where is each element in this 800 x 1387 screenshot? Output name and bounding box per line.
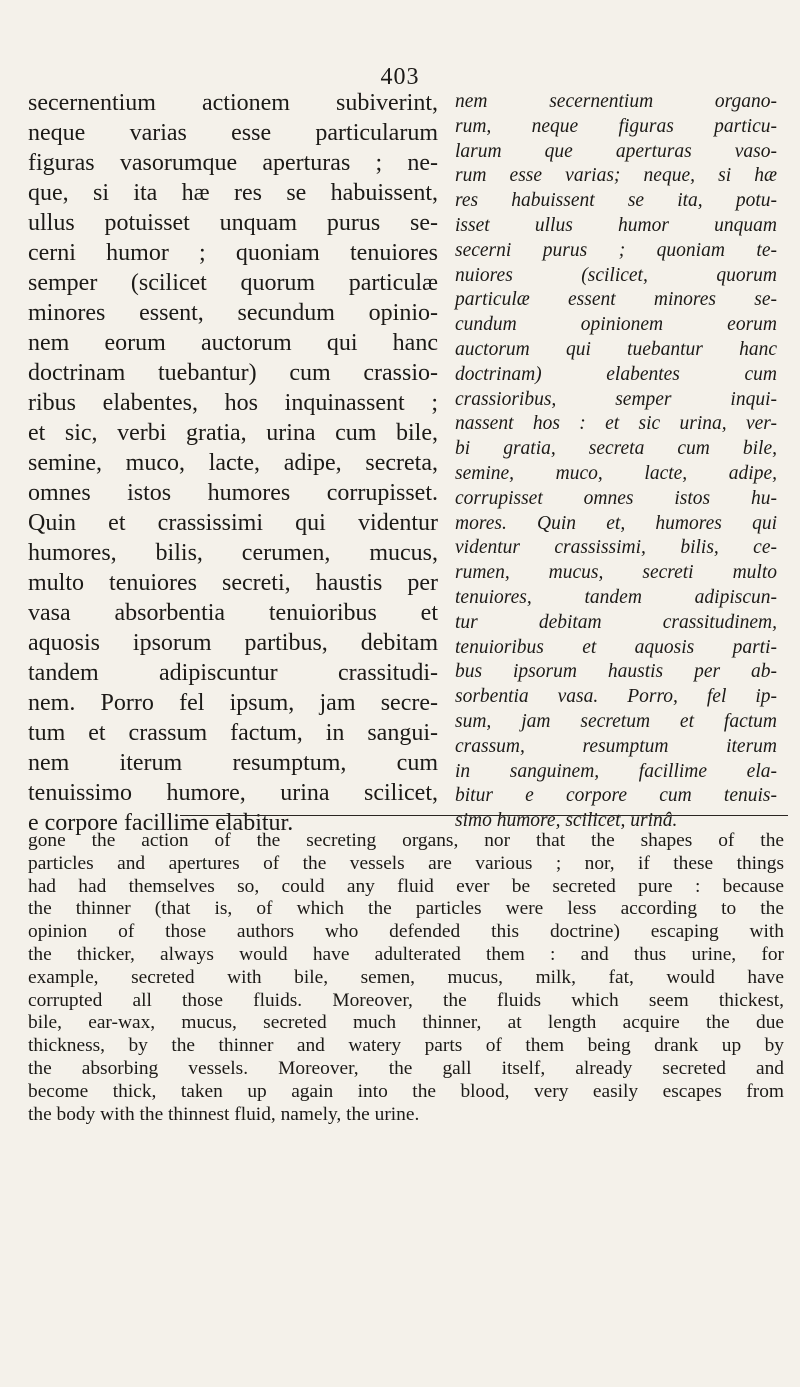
latin-left-line: semper (scilicet quorum particulæ (28, 270, 438, 296)
latin-left-line: omnes istos humores corrupisset. (28, 480, 438, 506)
latin-right-line: mores. Quin et, humores qui (455, 512, 777, 534)
translation-line: the thinner (that is, of which the particles were less according to the (28, 898, 784, 920)
latin-right-line: semine, muco, lacte, adipe, (455, 462, 777, 484)
latin-left-line: vasa absorbentia tenuioribus et (28, 600, 438, 626)
latin-right-line: videntur crassissimi, bilis, ce- (455, 537, 777, 559)
latin-right-line: particulæ essent minores se- (455, 289, 777, 311)
translation-line: example, secreted with bile, semen, mucus, milk, fat, would have (28, 966, 784, 988)
latin-left-line: nem. Porro fel ipsum, jam secre- (28, 690, 438, 716)
translation-line: opinion of those authors who defended this doctrine) escaping with (28, 921, 784, 943)
latin-right-line: cundum opinionem eorum (455, 314, 777, 336)
latin-right-line: isset ullus humor unquam (455, 214, 777, 236)
translation-line: particles and apertures of the vessels are various ; nor, if these things (28, 852, 784, 874)
latin-left-line: semine, muco, lacte, adipe, secreta, (28, 450, 438, 476)
latin-right-line: sorbentia vasa. Porro, fel ip- (455, 686, 777, 708)
latin-right-line: nuiores (scilicet, quorum (455, 264, 777, 286)
latin-right-line: bus ipsorum haustis per ab- (455, 661, 777, 683)
latin-left-line: nem eorum auctorum qui hanc (28, 330, 438, 356)
latin-left-line: doctrinam tuebantur) cum crassio- (28, 360, 438, 386)
page-number: 403 (380, 64, 420, 90)
latin-left-line: Quin et crassissimi qui videntur (28, 510, 438, 536)
latin-right-line: auctorum qui tuebantur hanc (455, 338, 777, 360)
translation-line: gone the action of the secreting organs, nor that the shapes of the (28, 830, 784, 851)
latin-right-line: in sanguinem, facillime ela- (455, 760, 777, 782)
latin-left-line: figuras vasorumque aperturas ; ne- (28, 150, 438, 176)
latin-left-line: neque varias esse particularum (28, 120, 438, 146)
latin-left-line: que, si ita hæ res se habuissent, (28, 180, 438, 206)
latin-column-left (28, 88, 438, 838)
latin-left-line: humores, bilis, cerumen, mucus, (28, 540, 438, 566)
latin-right-line: rum, neque figuras particu- (455, 115, 777, 137)
latin-right-line: secerni purus ; quoniam te- (455, 239, 777, 261)
translation-line: thickness, by the thinner and watery parts of them being drank up by (28, 1035, 784, 1057)
latin-left-line: ullus potuisset unquam purus se- (28, 210, 438, 236)
latin-right-line: nassent hos : et sic urina, ver- (455, 413, 777, 435)
translation-line: the body with the thinnest fluid, namely, the urine. (28, 1103, 420, 1125)
section-divider (180, 815, 788, 816)
translation-line: the thicker, always would have adulterated them : and thus urine, for (28, 943, 784, 965)
latin-left-line: secernentium actionem subiverint, (28, 90, 438, 116)
latin-left-line: et sic, verbi gratia, urina cum bile, (28, 420, 438, 446)
latin-right-line: simo humore, scilicet, urinâ. (455, 810, 678, 832)
translation-line: the absorbing vessels. Moreover, the gall itself, already secreted and (28, 1057, 784, 1079)
latin-right-line: larum que aperturas vaso- (455, 140, 777, 162)
latin-right-line: corrupisset omnes istos hu- (455, 487, 777, 509)
translation-line: become thick, taken up again into the blood, very easily escapes from (28, 1080, 784, 1102)
latin-left-line: aquosis ipsorum partibus, debitam (28, 630, 438, 656)
latin-left-line: tum et crassum factum, in sangui- (28, 720, 438, 746)
latin-right-line: sum, jam secretum et factum (455, 710, 777, 732)
latin-right-line: bitur e corpore cum tenuis- (455, 785, 777, 807)
translation-line: bile, ear-wax, mucus, secreted much thinner, at length acquire the due (28, 1012, 784, 1034)
latin-right-line: crassioribus, semper inqui- (455, 388, 777, 410)
latin-right-line: rumen, mucus, secreti multo (455, 562, 777, 584)
latin-right-line: tenuioribus et aquosis parti- (455, 636, 777, 658)
latin-left-line: minores essent, secundum opinio- (28, 300, 438, 326)
latin-right-line: rum esse varias; neque, si hæ (455, 165, 777, 187)
latin-right-line: tur debitam crassitudinem, (455, 611, 777, 633)
latin-left-line: ribus elabentes, hos inquinassent ; (28, 390, 438, 416)
translation-line: had had themselves so, could any fluid ever be secreted pure : because (28, 875, 784, 897)
latin-column-right (455, 90, 777, 834)
english-translation (28, 830, 784, 1126)
latin-left-line: multo tenuiores secreti, haustis per (28, 570, 438, 596)
latin-left-line: e corpore facillime elabitur. (28, 810, 294, 836)
latin-right-line: doctrinam) elabentes cum (455, 363, 777, 385)
latin-left-line: cerni humor ; quoniam tenuiores (28, 240, 438, 266)
latin-right-line: crassum, resumptum iterum (455, 735, 777, 757)
latin-right-line: res habuissent se ita, potu- (455, 190, 777, 212)
latin-right-line: bi gratia, secreta cum bile, (455, 438, 777, 460)
latin-left-line: tenuissimo humore, urina scilicet, (28, 780, 438, 806)
latin-right-line: tenuiores, tandem adipiscun- (455, 586, 777, 608)
latin-left-line: tandem adipiscuntur crassitudi- (28, 660, 438, 686)
latin-right-line: nem secernentium organo- (455, 91, 777, 112)
latin-left-line: nem iterum resumptum, cum (28, 750, 438, 776)
translation-line: corrupted all those fluids. Moreover, the fluids which seem thickest, (28, 989, 784, 1011)
